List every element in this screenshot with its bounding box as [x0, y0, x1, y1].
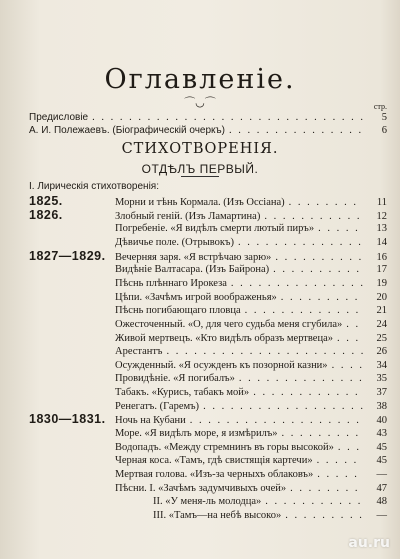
toc-entry-page: 43 [376, 428, 387, 440]
toc-entry-year: 1827—1829. [29, 248, 106, 263]
leader-dots [337, 332, 363, 346]
leader-dots [273, 263, 363, 277]
toc-entry [29, 400, 387, 414]
leader-dots [275, 251, 363, 265]
toc-entry-page: 40 [376, 415, 387, 427]
toc-entry [29, 304, 387, 318]
leader-dots [166, 345, 363, 359]
toc-front-page: 6 [381, 125, 387, 136]
toc-front-row [29, 124, 387, 137]
subsection-heading: ОТДѢЛЪ ПЕРВЫЙ. [141, 162, 259, 176]
toc-entry-page: 45 [376, 441, 387, 453]
toc-entry-title: II. «У меня-ль молодца» [153, 496, 262, 508]
leader-dots [281, 291, 363, 305]
toc-entry [29, 250, 387, 264]
toc-entry-title: Видѣніе Валтасара. (Изъ Байрона) [115, 264, 270, 276]
toc-entry-title: Цѣпи. «Зачѣмъ игрой воображенья» [115, 291, 277, 303]
toc-entry-page: 26 [376, 346, 387, 358]
toc-front-label: А. И. Полежаевъ. (Біографическій очеркъ) [29, 125, 226, 136]
toc-entry [29, 318, 387, 332]
leader-dots [317, 454, 363, 468]
toc-entry-page: 19 [376, 277, 387, 289]
leader-dots [285, 509, 363, 523]
leader-dots [318, 222, 363, 236]
toc-entry-page: 11 [376, 197, 387, 208]
toc-entry-page: 24 [376, 318, 387, 330]
toc-entry-year: 1826. [29, 207, 63, 222]
leader-dots [239, 372, 363, 386]
toc-entry-title: III. «Тамъ—на небѣ высоко» [153, 509, 282, 521]
leader-dots [245, 304, 363, 318]
toc-entry [29, 441, 387, 455]
toc-entry-title: Живой мертвецъ. «Кто видѣлъ образъ мертвеца» [115, 332, 333, 344]
toc-entry-title: Пѣснь погибающаго пловца [115, 305, 241, 317]
toc-entry [29, 209, 387, 223]
toc-entry-title: Морни и тѣнь Кормала. (Изъ Оссіана) [115, 197, 285, 208]
toc-entry-title: Осужденный. «Я осужденъ къ позорной казни» [115, 359, 328, 371]
leader-dots [231, 277, 363, 291]
leader-dots [92, 111, 363, 124]
toc-entry [29, 345, 387, 359]
leader-dots [264, 210, 363, 224]
toc-entry-title: Ренегатъ. (Гаремъ) [115, 400, 200, 412]
toc-entry [29, 386, 387, 400]
page-title: Оглавленіе. [104, 64, 296, 95]
toc-entry [29, 495, 387, 509]
toc-entry-title: Пѣснь плѣннаго Ирокеза [115, 277, 227, 289]
toc-entry-year: 1825. [29, 194, 63, 208]
leader-dots [238, 236, 363, 250]
toc-front-row [29, 111, 387, 124]
toc-entry-page: 16 [376, 251, 387, 263]
toc-entry [29, 372, 387, 386]
toc-entry-page: — [376, 509, 387, 521]
toc-entry [29, 291, 387, 305]
toc-entry-title: Злобный геній. (Изъ Ламартина) [115, 210, 261, 222]
toc-entry-page: 45 [376, 455, 387, 467]
toc-entry [29, 222, 387, 236]
leader-dots [253, 386, 363, 400]
toc-entry-title: Провидѣніе. «Я погибалъ» [115, 373, 235, 385]
leader-dots [229, 124, 363, 137]
leader-dots [203, 400, 363, 414]
leader-dots [317, 468, 363, 482]
toc-entry [29, 359, 387, 373]
toc-entry-page: 13 [376, 223, 387, 235]
toc-entry-page: — [376, 469, 387, 480]
toc-entry-page: 20 [376, 291, 387, 303]
leader-dots [282, 427, 363, 441]
toc-entry-page: 35 [376, 373, 387, 385]
subsection-rule [181, 176, 219, 177]
toc-entry-page: 47 [376, 482, 387, 494]
leader-dots [190, 414, 363, 428]
leader-dots [332, 359, 363, 373]
leader-dots [338, 441, 363, 455]
toc-entry [29, 482, 387, 496]
toc-entry [29, 236, 387, 250]
toc-entry-title: Арестантъ [115, 346, 163, 358]
page-column-label: стр. [373, 102, 387, 111]
leader-dots [289, 196, 363, 210]
toc-entry [29, 413, 387, 427]
toc-entry-title: Море. «Я видѣлъ море, я измѣрилъ» [115, 428, 278, 440]
toc-entry [29, 332, 387, 346]
toc-entry-page: 37 [376, 387, 387, 399]
toc-entry-page: 38 [376, 400, 387, 412]
toc-entry-title: Дѣвичье поле. (Отрывокъ) [115, 236, 234, 248]
section-heading: СТИХОТВОРЕНІЯ. [121, 141, 279, 157]
toc-entry [29, 195, 387, 209]
toc-entry-page: 21 [376, 305, 387, 317]
toc-entry-title: Пѣсни. I. «Зачѣмъ задумчивыхъ очей» [115, 482, 287, 494]
toc-entry [29, 427, 387, 441]
leader-dots [346, 318, 363, 332]
toc-entry-title: Ожесточенный. «О, для чего судьба меня сгубила» [115, 318, 343, 330]
toc-entry-title: Водопадъ. «Между стремнинъ въ горы высокой» [115, 441, 334, 453]
toc-entry-year: 1830—1831. [29, 412, 106, 427]
toc-entry-page: 12 [376, 210, 387, 222]
group-heading: I. Лирическія стихотворенія: [29, 181, 159, 192]
title-ornament: ⌒◡⌒ [184, 97, 216, 109]
toc-front-label: Предисловіе [29, 112, 89, 123]
toc-entry-page: 17 [376, 264, 387, 276]
toc-entry-page: 14 [376, 236, 387, 248]
toc-entry-title: Табакъ. «Курись, табакъ мой» [115, 387, 250, 399]
toc-entry-title: Вечерняя заря. «Я встрѣчаю зарю» [115, 251, 272, 263]
leader-dots [290, 482, 363, 496]
toc-entry [29, 277, 387, 291]
toc-entry-page: 25 [376, 332, 387, 344]
toc-entry [29, 454, 387, 468]
watermark: au.ru [348, 535, 390, 551]
toc-entry-title: Черная коса. «Тамъ, гдѣ свистящія картечи» [115, 455, 313, 467]
toc-entry [29, 263, 387, 277]
toc-entry [29, 509, 387, 523]
toc-entry-page: 34 [376, 359, 387, 371]
toc-front-page: 5 [381, 112, 387, 123]
toc-entry-title: Погребеніе. «Я видѣлъ смерти лютый пиръ» [115, 223, 315, 235]
toc-entry [29, 468, 387, 482]
toc-entry-title: Мертвая голова. «Изъ-за черныхъ облаковъ» [115, 469, 314, 480]
toc-entry-title: Ночь на Кубани [115, 415, 186, 427]
leader-dots [265, 495, 363, 509]
toc-entry-page: 48 [376, 496, 387, 508]
